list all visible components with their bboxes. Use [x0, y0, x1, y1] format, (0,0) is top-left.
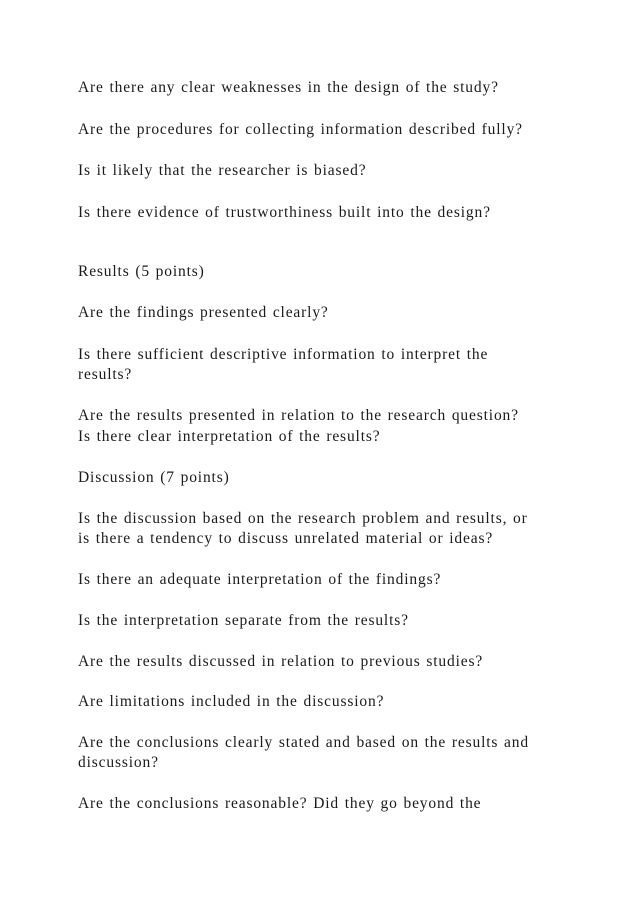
- question-conclusions-stated-line1: Are the conclusions clearly stated and based on the results and: [78, 734, 529, 751]
- question-limitations: Are limitations included in the discussion?: [78, 693, 385, 710]
- question-discussion-basis-line1: Is the discussion based on the research problem and results, or: [78, 510, 528, 527]
- question-discussion-basis-line2: is there a tendency to discuss unrelated material or ideas?: [78, 530, 494, 547]
- question-findings-clear: Are the findings presented clearly?: [78, 304, 329, 321]
- question-interpretation-separate: Is the interpretation separate from the results?: [78, 612, 409, 629]
- question-conclusions-reasonable: Are the conclusions reasonable? Did they go beyond the: [78, 795, 482, 812]
- question-trustworthiness: Is there evidence of trustworthiness built into the design?: [78, 204, 491, 221]
- question-conclusions-stated-line2: discussion?: [78, 754, 159, 771]
- question-previous-studies: Are the results discussed in relation to previous studies?: [78, 653, 484, 670]
- question-clear-interpretation: Is there clear interpretation of the results?: [78, 428, 381, 445]
- question-descriptive-info-line2: results?: [78, 366, 133, 383]
- section-heading-results: Results (5 points): [78, 263, 205, 280]
- section-heading-discussion: Discussion (7 points): [78, 469, 230, 486]
- question-researcher-biased: Is it likely that the researcher is biased?: [78, 162, 367, 179]
- question-adequate-interpretation: Is there an adequate interpretation of the findings?: [78, 571, 442, 588]
- question-results-research-question: Are the results presented in relation to the research question?: [78, 407, 519, 424]
- question-descriptive-info-line1: Is there sufficient descriptive information to interpret the: [78, 346, 489, 363]
- question-design-weaknesses: Are there any clear weaknesses in the design of the study?: [78, 79, 499, 96]
- question-procedures-described: Are the procedures for collecting information described fully?: [78, 121, 523, 138]
